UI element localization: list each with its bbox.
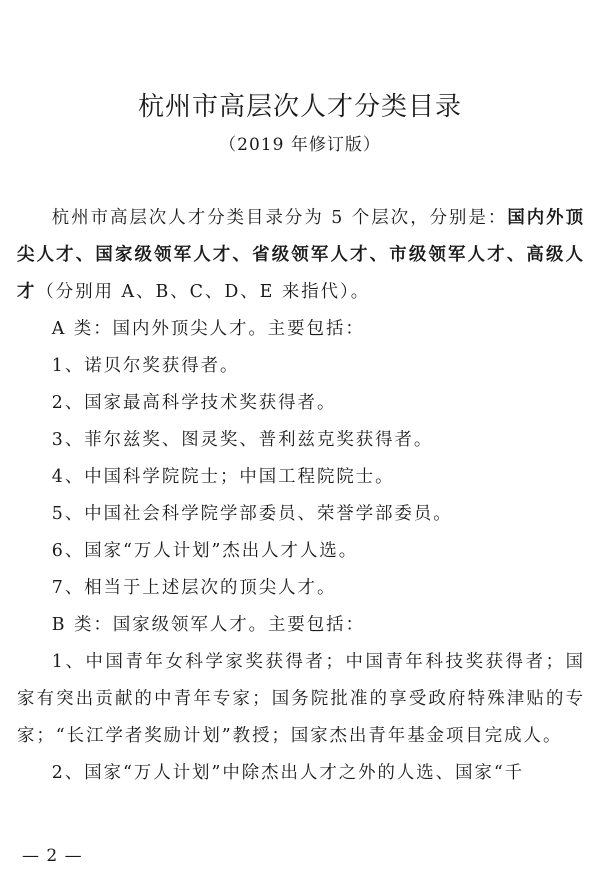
section-a-heading: A 类：国内外顶尖人才。主要包括：	[51, 319, 365, 339]
section-a-item-3: 3、菲尔兹奖、图灵奖、普利兹克奖获得者。	[51, 430, 434, 450]
section-b-item-1: 1、中国青年女科学家奖获得者；中国青年科技奖获得者；国家有突出贡献的中青年专家；国务院批准的享受政府特殊津贴的专家；“长江学者奖励计划”教授；国家杰出青年基金项目完成人。	[17, 652, 585, 746]
section-b-heading: B 类：国家级领军人才。主要包括：	[51, 615, 365, 635]
section-a-item-2: 2、国家最高科学技术奖获得者。	[51, 393, 337, 413]
section-a-item-1: 1、诺贝尔奖获得者。	[51, 356, 240, 376]
section-b-item-2: 2、国家“万人计划”中除杰出人才之外的人选、国家“千	[51, 763, 525, 783]
intro-paragraph	[17, 200, 585, 311]
document-body	[17, 200, 585, 792]
intro-bold-categories: 国内外顶尖人才、国家级领军人才、省级领军人才、市级领军人才、高级人才	[17, 208, 585, 302]
intro-suffix: （分别用 A、B、C、D、E 来指代）。	[36, 282, 371, 302]
document-subtitle: （2019 年修订版）	[219, 135, 381, 155]
section-a-item-6: 6、国家“万人计划”杰出人才人选。	[51, 541, 359, 561]
page-number: — 2 —	[22, 846, 83, 866]
intro-prefix: 杭州市高层次人才分类目录分为 5 个层次，分别是：	[51, 208, 508, 228]
document-title: 杭州市高层次人才分类目录	[137, 92, 462, 122]
section-a-item-7: 7、相当于上述层次的顶尖人才。	[51, 578, 337, 598]
section-a-item-4: 4、中国科学院院士；中国工程院院士。	[51, 467, 395, 487]
section-a-item-5: 5、中国社会科学院学部委员、荣誉学部委员。	[51, 504, 453, 524]
